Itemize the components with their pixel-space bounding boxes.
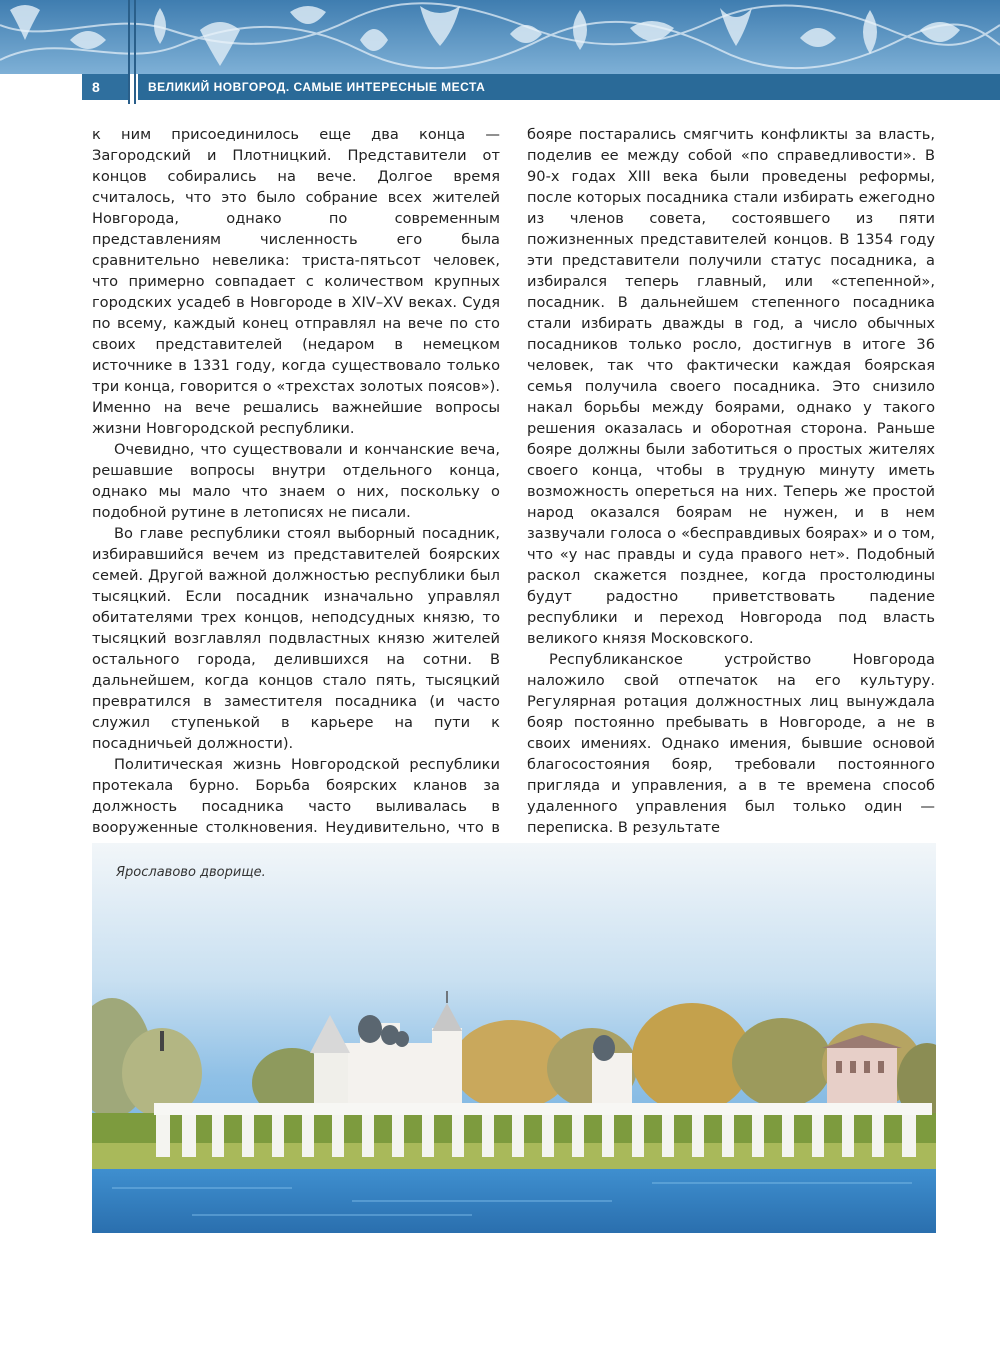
- paragraph: Очевидно, что существовали и кончанские веча, решавшие вопросы внутри отдельного конца, однако мы мало что знаем о них, поскольку о подобной рутине в летописях не писали.: [92, 441, 500, 521]
- paragraph: Во главе республики стоял выборный посадник, избиравшийся вечем из представителей боярских семей. Другой важной должностью республики был тысяцкий. Если посадник изначально управлял обитателями трех концов, неподсудных князю, то тысяцкий возглавлял подвластных князю жителей остального города, делившихся на сотни. В дальнейшем, когда концов стало пять, тысяцкий превратился в заместителя посадника (и часто служил ступенькой в карьере на пути к посадничьей должности).: [92, 525, 500, 752]
- left-text-column: [92, 124, 500, 859]
- paragraph: бояре постарались смягчить конфликты за власть, поделив ее между собой «по справедливости». В 90-х годах XIII века были проведены реформы, после которых посадника стали избирать ежегодно из членов совета, состоявшего из пяти пожизненных представителей концов. В 1354 году эти представители получили статус посадника, а избирался теперь главный, или «степенной», посадник. В дальнейшем степенного посадника стали избирать дважды в год, а число обычных посадников только росло, достигнув в итоге 36 человек, так что фактически каждая боярская семья получила своего посадника. Это снизило накал борьбы между боярами, однако у такого решения оказалась и оборотная сторона. Раньше бояре должны были заботиться о простых жителях своего конца, чтобы в трудную минуту иметь возможность опереться на них. Теперь же простой народ оказался боярам не нужен, и в нем зазвучали голоса о «бесправдивых боярах» и о том, что «у нас правды и суда правого нет». Подобный раскол скажется позднее, когда простолюдины будут радостно приветствовать падение республики и переход Новгорода под власть великого князя Московского.: [527, 126, 935, 647]
- header-ornament-band: [0, 0, 1000, 104]
- paragraph: Республиканское устройство Новгорода наложило свой отпечаток на его культуру. Регулярная ротация должностных лиц вынуждала бояр постоянно пребывать в Новгороде, а не в своих имениях. Однако имения, бывшие основой благосостояния бояр, требовали постоянного пригляда и управления, а в те времена способ удаленного управления был только один — переписка. В результате: [527, 651, 935, 836]
- figure: [92, 843, 936, 1233]
- right-text-column: [527, 124, 935, 838]
- page-number: 8: [82, 74, 128, 100]
- paragraph: Политическая жизнь Новгородской республики протекала бурно. Борьба боярских кланов за должность посадника часто выливалась в вооруженные столкновения. Неудивительно, что в: [92, 756, 500, 836]
- yaroslav-court-photo: [92, 843, 936, 1233]
- figure-caption: Ярославово дворище.: [116, 865, 266, 880]
- running-title: ВЕЛИКИЙ НОВГОРОД. САМЫЕ ИНТЕРЕСНЫЕ МЕСТА: [138, 74, 1000, 100]
- header-divider: [134, 0, 136, 104]
- paragraph: к ним присоединилось еще два конца — Загородский и Плотницкий. Представители от концов собирались на вече. Долгое время считалось, что это было собрание всех жителей Новгорода, однако по современным представлениям численность его была сравнительно невелика: триста-пятьсот человек, что примерно совпадает с количеством крупных городских усадеб в Новгороде в XIV–XV веках. Судя по всему, каждый конец отправлял на вече по сто своих представителей (недаром в немецком источнике в 1331 году, когда существовало только три конца, говорится о «трехстах золотых поясов»). Именно на вече решались важнейшие вопросы жизни Новгородской республики.: [92, 126, 500, 437]
- header-divider: [128, 0, 130, 104]
